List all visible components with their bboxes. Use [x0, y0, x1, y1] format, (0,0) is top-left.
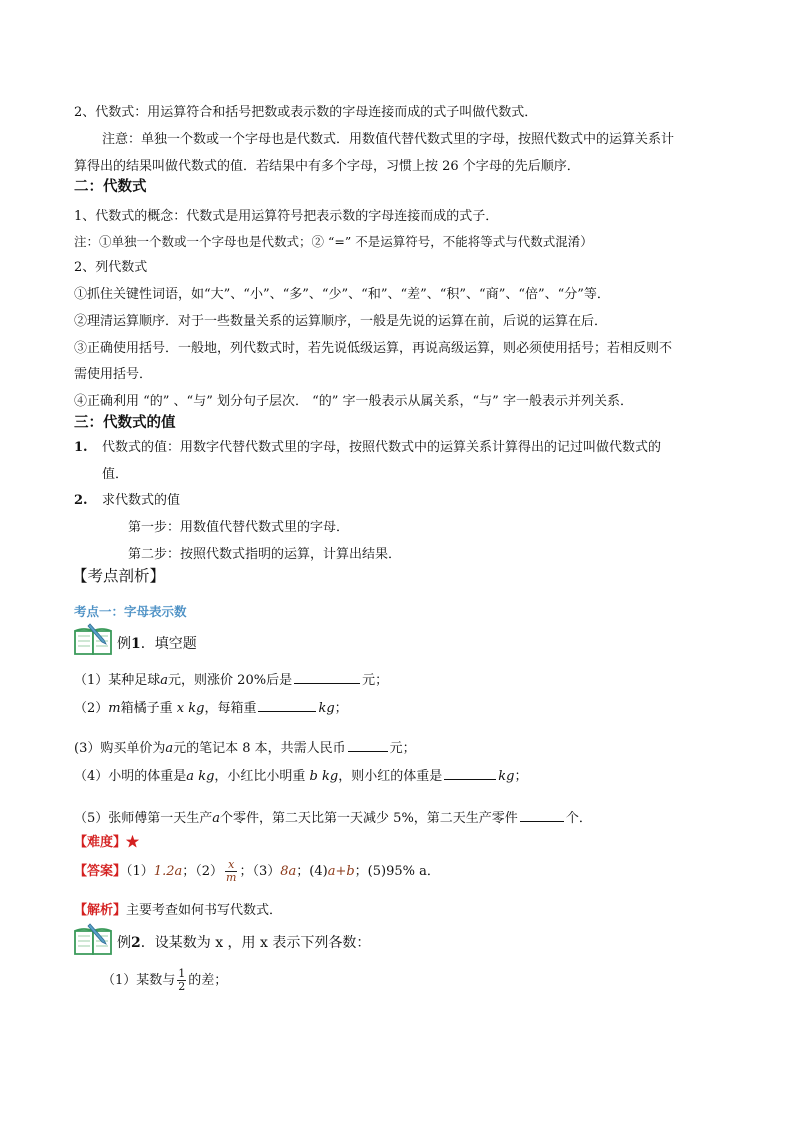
- unit-kg: kg: [498, 769, 515, 784]
- q4-text-b: ，小红比小明重: [214, 769, 306, 784]
- question-6: [102, 966, 227, 996]
- q5-text-c: 个．: [565, 811, 592, 826]
- answer-value-4: a+b: [327, 864, 355, 879]
- line-step-2: 第二步：按照代数式指明的运算，计算出结果．: [128, 547, 402, 562]
- answer-blank[interactable]: [258, 698, 316, 712]
- line-note-3: 注：①单独一个数或一个字母也是代数式；② “=” 不是运算符号，不能将等式与代数式混淆）: [74, 234, 593, 249]
- answer-value-5: 95% a: [386, 864, 427, 879]
- question-4: [74, 766, 527, 786]
- fraction-numerator: 1: [178, 967, 186, 980]
- list-number-1: 1.: [74, 440, 88, 455]
- line-note-1: 注意：单独一个数或一个字母也是代数式．用数值代替代数式里的字母，按照代数式中的运算关系计: [102, 132, 675, 147]
- q2-text-c: ，每箱重: [204, 701, 257, 716]
- line-de-yu: ④正确利用 “的” 、“与” 划分句子层次． “的” 字一般表示从属关系，“与” 字一般表示并列关系．: [74, 394, 633, 409]
- difficulty-label: 【难度】: [74, 835, 127, 850]
- book-pencil-icon: [72, 622, 116, 656]
- q2-text-a: （2）: [74, 701, 109, 716]
- q4-text-d: ；: [514, 769, 528, 784]
- line-brackets-2: 需使用括号．: [74, 367, 153, 382]
- analysis-label: 【解析】: [74, 903, 127, 918]
- var-a: a: [212, 811, 221, 826]
- answer-part-3: ；（3）: [239, 864, 281, 879]
- answer-label: 【答案】: [74, 864, 127, 879]
- question-5: [74, 808, 592, 828]
- example-title-text: ．填空题: [140, 636, 197, 652]
- line-keywords: ①抓住关键性词语，如“大”、“小”、“多”、“少”、“和”、“差”、“积”、“商”、“倍”、“分”等．: [74, 287, 610, 302]
- line-value-def-2: 值．: [102, 467, 129, 482]
- line-daishushi-def: 2、代数式：用运算符合和括号把数或表示数的字母连接而成的式子叫做代数式．: [74, 105, 538, 120]
- question-3: [74, 738, 416, 758]
- example-1-title: [117, 635, 197, 653]
- unit-kg: kg: [188, 701, 205, 716]
- answer-blank[interactable]: [520, 808, 564, 822]
- var-a: a: [186, 769, 195, 784]
- example-title-text: ．设某数为 x ，用 x 表示下列各数：: [140, 935, 371, 951]
- answer-blank[interactable]: [348, 738, 388, 752]
- line-lie-daishushi: 2、列代数式: [74, 260, 148, 275]
- fraction-denominator: m: [226, 871, 237, 884]
- unit-kg: kg: [322, 769, 339, 784]
- fraction-denominator: 2: [178, 980, 186, 993]
- q5-text-b: 个零件，第二天比第一天减少 5%，第二天生产零件: [220, 811, 518, 826]
- kaodian-1: 考点一：字母表示数: [74, 604, 187, 619]
- q6-text-b: 的差；: [188, 973, 228, 988]
- q4-text-a: （4）小明的体重是: [74, 769, 187, 784]
- q1-text-b: 元，则涨价 20%后是: [168, 673, 293, 688]
- q1-text-c: 元；: [362, 673, 389, 688]
- var-x: x: [176, 701, 185, 716]
- answer-blank[interactable]: [294, 670, 360, 684]
- heading-3: 三：代数式的值: [74, 414, 176, 431]
- example-label: 例: [117, 636, 131, 652]
- question-2: [74, 698, 348, 718]
- q3-text-a: (3）购买单价为: [74, 741, 166, 756]
- example-2-title: [117, 934, 370, 952]
- fraction-numerator: x: [225, 859, 237, 872]
- star-icon: ★: [126, 835, 140, 850]
- line-note-2: 算得出的结果叫做代数式的值．若结果中有多个字母，习惯上按 26 个字母的先后顺序．: [74, 159, 580, 174]
- var-a: a: [165, 741, 174, 756]
- line-find-value: 求代数式的值: [102, 493, 181, 508]
- analysis-line: [74, 902, 282, 920]
- answer-part-5: ；(5): [354, 864, 387, 879]
- q6-text-a: （1）某数与: [102, 973, 176, 988]
- fraction-one-half: [177, 968, 186, 993]
- q3-text-c: 元；: [389, 741, 416, 756]
- q3-text-b: 元的笔记本 8 本，共需人民币: [173, 741, 346, 756]
- unit-kg: kg: [198, 769, 215, 784]
- q1-text-a: （1）某种足球: [74, 673, 161, 688]
- answer-line: [74, 857, 440, 887]
- example-number: 1: [131, 636, 141, 652]
- unit-kg: kg: [318, 701, 335, 716]
- analysis-text: 主要考查如何书写代数式．: [126, 903, 283, 918]
- answer-blank[interactable]: [444, 766, 496, 780]
- heading-2: 二：代数式: [74, 178, 147, 195]
- line-concept: 1、代数式的概念：代数式是用运算符号把表示数的字母连接而成的式子．: [74, 209, 499, 224]
- var-b: b: [309, 769, 318, 784]
- difficulty-line: [74, 834, 139, 852]
- q2-text-b: 箱橘子重: [120, 701, 173, 716]
- var-a: a: [160, 673, 169, 688]
- answer-part-1: （1）: [126, 864, 154, 879]
- example-number: 2: [131, 935, 141, 951]
- var-m: m: [108, 701, 121, 716]
- q4-text-c: ，则小红的体重是: [338, 769, 443, 784]
- question-1: [74, 670, 388, 690]
- list-number-2: 2.: [74, 493, 88, 508]
- answer-end: ．: [426, 864, 440, 879]
- answer-value-1: 1.2a: [153, 864, 183, 879]
- line-order: ②理清运算顺序．对于一些数量关系的运算顺序，一般是先说的运算在前，后说的运算在后．: [74, 314, 608, 329]
- q5-text-a: （5）张师傅第一天生产: [74, 811, 213, 826]
- line-brackets-1: ③正确使用括号．一般地，列代数式时，若先说低级运算，再说高级运算，则必须使用括号；若相反则不: [74, 341, 673, 356]
- book-pencil-icon: [72, 922, 116, 956]
- example-label: 例: [117, 935, 131, 951]
- line-value-def-1: 代数式的值：用数字代替代数式里的字母，按照代数式中的运算关系计算得出的记过叫做代数式的: [102, 440, 662, 455]
- q2-text-d: ；: [334, 701, 348, 716]
- answer-value-3: 8a: [280, 864, 297, 879]
- answer-fraction: [225, 859, 237, 884]
- line-step-1: 第一步：用数值代替代数式里的字母．: [128, 520, 350, 535]
- answer-part-2: ；（2）: [182, 864, 224, 879]
- section-title: 【考点剖析】: [72, 567, 166, 585]
- answer-part-4: ；(4): [296, 864, 328, 879]
